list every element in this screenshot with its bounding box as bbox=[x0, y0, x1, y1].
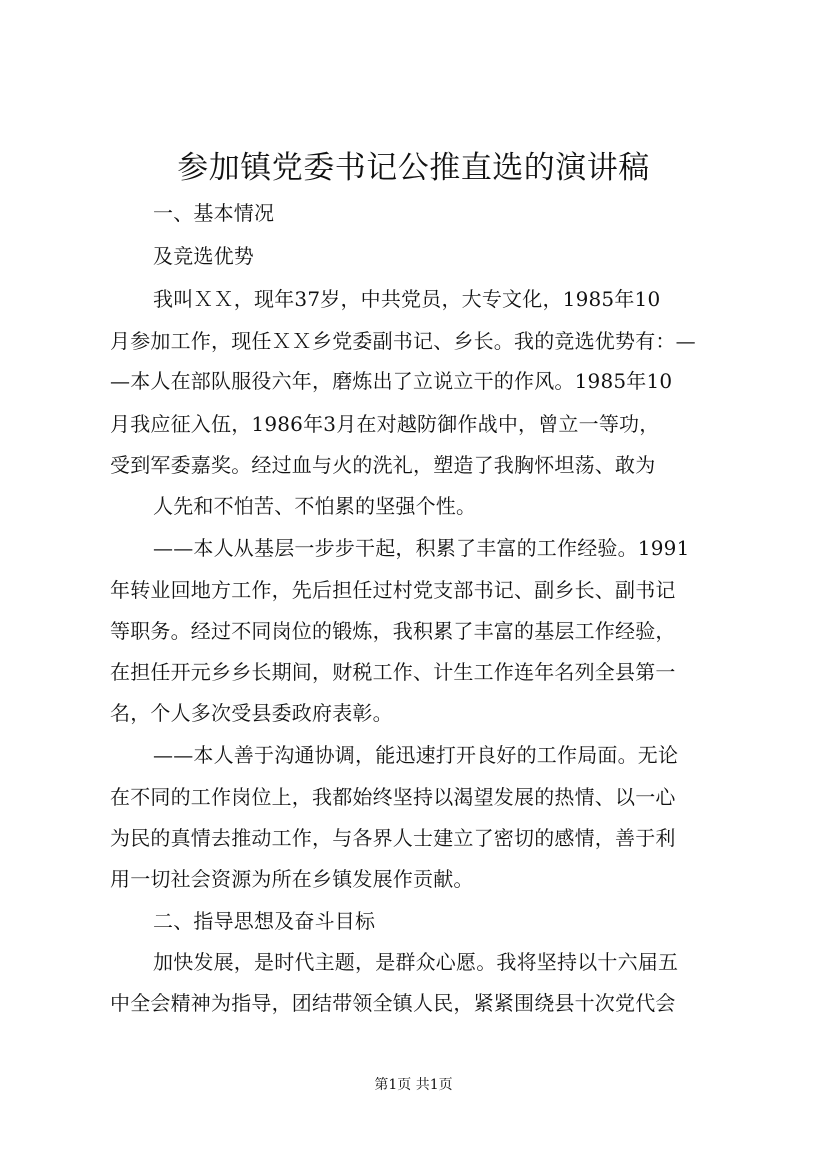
section-heading-2: 二、指导思想及奋斗目标 bbox=[153, 909, 376, 933]
text-line-6: 月我应征入伍，1986年3月在对越防御作战中，曾立一等功， bbox=[110, 412, 660, 436]
section-heading-1: 一、基本情况 bbox=[153, 201, 275, 225]
text-line-3: 我叫ＸＸ，现年37岁，中共党员，大专文化，1985年10 bbox=[153, 287, 661, 311]
text-line-20: 中全会精神为指导，团结带领全镇人民，紧紧围绕县十次党代会 bbox=[110, 991, 676, 1015]
text-line-10: 年转业回地方工作，先后担任过村党支部书记、副乡长、副书记 bbox=[110, 578, 676, 602]
document-title: 参加镇党委书记公推直选的演讲稿 bbox=[177, 150, 650, 186]
text-line-19: 加快发展，是时代主题，是群众心愿。我将坚持以十六届五 bbox=[153, 950, 679, 974]
text-line-9: ——本人从基层一步步干起，积累了丰富的工作经验。1991 bbox=[153, 536, 690, 560]
text-line-5: —本人在部队服役六年，磨炼出了立说立干的作风。1985年10 bbox=[110, 369, 673, 393]
text-line-17: 用一切社会资源为所在乡镇发展作贡献。 bbox=[110, 867, 474, 891]
text-line-8: 人先和不怕苦、不怕累的坚强个性。 bbox=[153, 494, 477, 518]
page-footer: 第1页 共1页 bbox=[374, 1077, 453, 1093]
text-line-16: 为民的真情去推动工作，与各界人士建立了密切的感情，善于利 bbox=[110, 826, 676, 850]
text-line-12: 在担任开元乡乡长期间，财税工作、计生工作连年名列全县第一 bbox=[110, 660, 676, 684]
text-line-15: 在不同的工作岗位上，我都始终坚持以渴望发展的热情、以一心 bbox=[110, 785, 676, 809]
text-line-11: 等职务。经过不同岗位的锻炼，我积累了丰富的基层工作经验， bbox=[110, 619, 676, 643]
text-line-14: ——本人善于沟通协调，能迅速打开良好的工作局面。无论 bbox=[153, 743, 679, 767]
text-line-13: 名，个人多次受县委政府表彰。 bbox=[110, 701, 393, 725]
text-line-2: 及竞选优势 bbox=[153, 244, 254, 268]
text-line-4: 月参加工作，现任ＸＸ乡党委副书记、乡长。我的竞选优势有：— bbox=[110, 329, 696, 353]
text-line-7: 受到军委嘉奖。经过血与火的洗礼，塑造了我胸怀坦荡、敢为 bbox=[110, 453, 656, 477]
